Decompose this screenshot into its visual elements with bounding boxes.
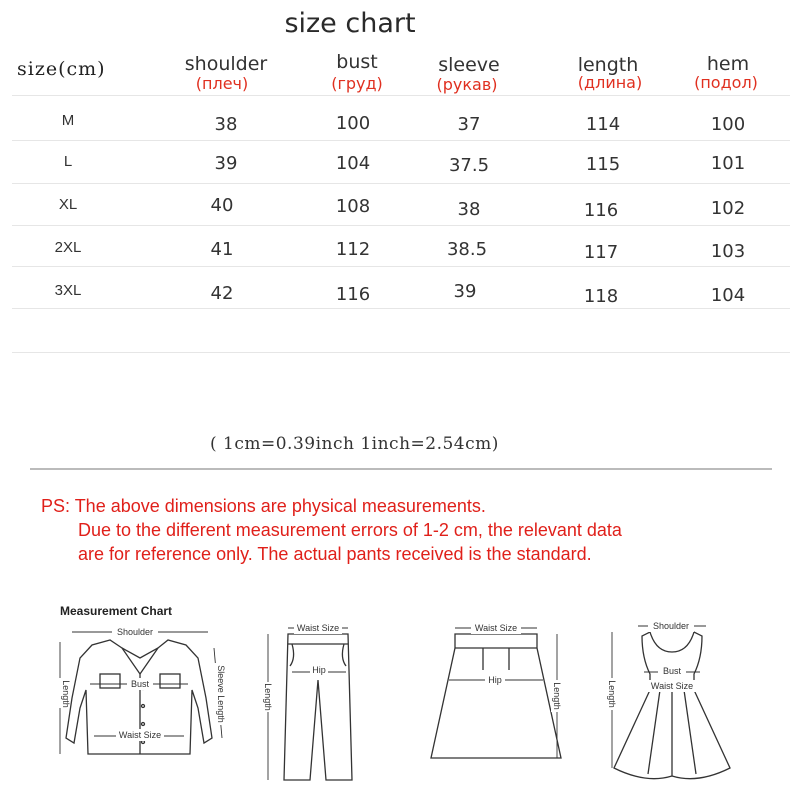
shirt-length-label: Length — [61, 680, 71, 708]
shirt-diagram — [50, 618, 230, 790]
cell-xl-hem: 102 — [710, 198, 746, 219]
shirt-waist-label: Waist Size — [118, 730, 162, 740]
header-bust: bust — [336, 51, 378, 73]
header-hem: hem — [706, 53, 750, 75]
dress-diagram — [598, 618, 748, 790]
pants-hip-label: Hip — [312, 665, 326, 675]
row-size-2xl: 2XL — [54, 239, 82, 256]
skirt-diagram — [425, 618, 575, 790]
row-divider — [12, 183, 790, 184]
unit-conversion-note: ( 1cm=0.39inch 1inch=2.54cm) — [210, 434, 499, 454]
header-hem-ru: (подол) — [694, 73, 758, 92]
row-divider — [12, 95, 790, 96]
dress-waist-label: Waist Size — [650, 681, 694, 691]
cell-3xl-sleeve: 39 — [453, 281, 477, 302]
section-divider — [30, 468, 772, 470]
page-title: size chart — [284, 8, 416, 39]
cell-l-sleeve: 37.5 — [448, 155, 490, 176]
row-divider — [12, 308, 790, 309]
note-line-1: PS: The above dimensions are physical measurements. — [41, 496, 486, 516]
pants-outline-icon — [284, 634, 352, 780]
dress-length-label: Length — [607, 680, 617, 708]
cell-m-bust: 100 — [335, 113, 371, 134]
skirt-length-label: Length — [552, 682, 562, 710]
dress-shoulder-label: Shoulder — [652, 621, 690, 631]
shirt-sleeve-label: Sleeve Length — [216, 665, 226, 723]
header-shoulder: shoulder — [184, 53, 268, 75]
cell-3xl-shoulder: 42 — [210, 283, 234, 304]
cell-m-length: 114 — [585, 114, 621, 135]
row-size-xl: XL — [58, 196, 78, 213]
shirt-bust-label: Bust — [130, 679, 150, 689]
cell-3xl-hem: 104 — [710, 285, 746, 306]
measurement-chart-title: Measurement Chart — [60, 604, 173, 618]
cell-3xl-length: 118 — [583, 286, 619, 307]
pants-length-label: Length — [263, 683, 273, 711]
cell-2xl-shoulder: 41 — [210, 239, 234, 260]
cell-3xl-bust: 116 — [335, 284, 371, 305]
cell-xl-bust: 108 — [335, 196, 371, 217]
note-line-2: Due to the different measurement errors of 1-2 cm, the relevant data — [78, 520, 622, 540]
cell-2xl-length: 117 — [583, 242, 619, 263]
row-size-l: L — [63, 153, 73, 170]
skirt-waist-label: Waist Size — [474, 623, 518, 633]
cell-l-length: 115 — [585, 154, 621, 175]
pants-waist-label: Waist Size — [296, 623, 340, 633]
cell-xl-shoulder: 40 — [210, 195, 234, 216]
cell-m-shoulder: 38 — [214, 114, 238, 135]
row-size-3xl: 3XL — [54, 282, 82, 299]
row-divider — [12, 352, 790, 353]
header-length-ru: (длина) — [577, 73, 643, 92]
row-divider — [12, 266, 790, 267]
cell-xl-length: 116 — [583, 200, 619, 221]
cell-l-hem: 101 — [710, 153, 746, 174]
header-length: length — [577, 54, 639, 76]
header-sleeve-ru: (рукав) — [436, 75, 498, 94]
cell-2xl-sleeve: 38.5 — [446, 239, 488, 260]
skirt-outline-icon — [431, 634, 561, 758]
pants-diagram — [252, 618, 362, 790]
row-divider — [12, 225, 790, 226]
cell-m-hem: 100 — [710, 114, 746, 135]
header-sleeve: sleeve — [438, 54, 500, 76]
note-line-3: are for reference only. The actual pants received is the standard. — [78, 544, 592, 564]
header-shoulder-ru: (плеч) — [195, 74, 249, 93]
row-divider — [12, 140, 790, 141]
cell-2xl-bust: 112 — [335, 239, 371, 260]
skirt-hip-label: Hip — [488, 675, 502, 685]
cell-2xl-hem: 103 — [710, 241, 746, 262]
cell-xl-sleeve: 38 — [457, 199, 481, 220]
header-bust-ru: (груд) — [331, 74, 383, 93]
size-column-header: size(cm) — [17, 58, 106, 80]
cell-m-sleeve: 37 — [457, 114, 481, 135]
dress-bust-label: Bust — [662, 666, 682, 676]
cell-l-bust: 104 — [335, 153, 371, 174]
row-size-m: M — [61, 112, 75, 129]
cell-l-shoulder: 39 — [214, 153, 238, 174]
shirt-shoulder-label: Shoulder — [116, 627, 154, 637]
